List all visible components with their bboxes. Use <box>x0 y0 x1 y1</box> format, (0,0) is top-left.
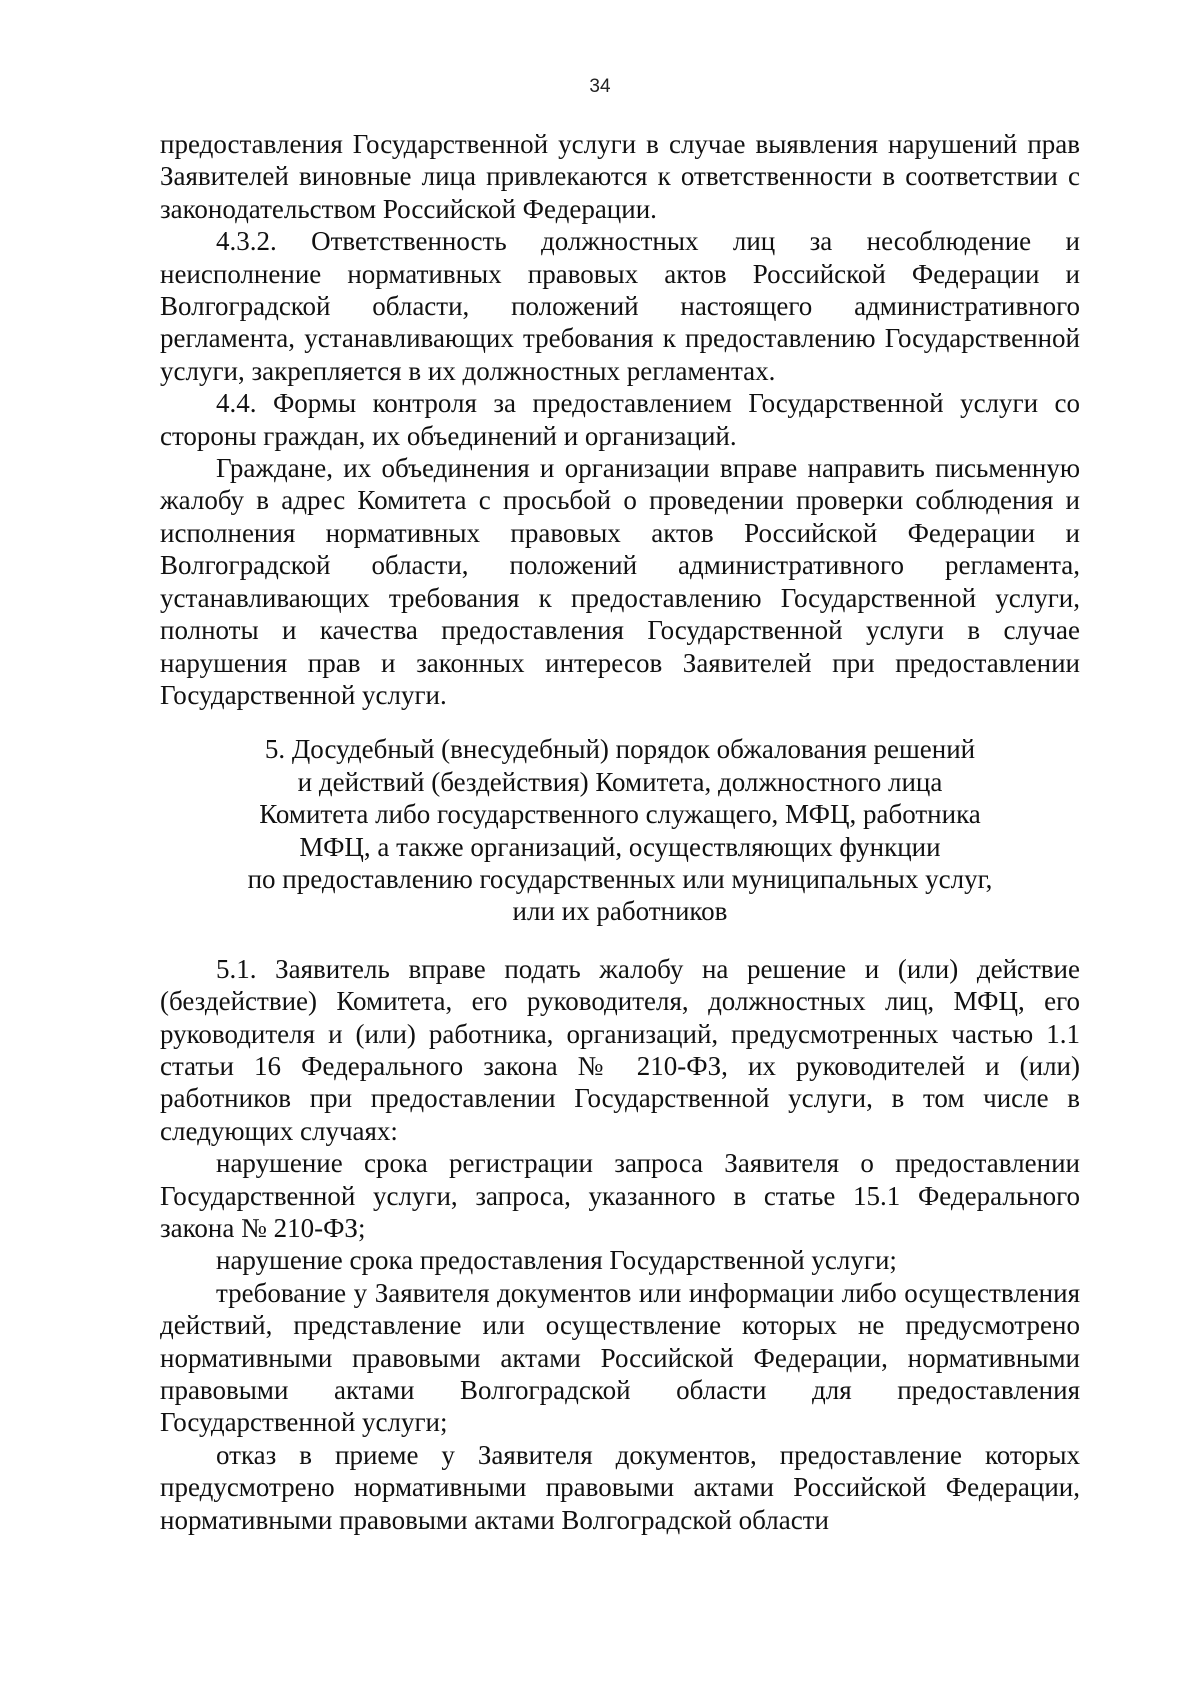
heading-line: и действий (бездействия) Комитета, должностного лица <box>297 766 943 797</box>
paragraph-4-4-citizens: Граждане, их объединения и организации вправе направить письменную жалобу в адрес Комитета с просьбой о проведении проверки соблюдения и исполнения нормативных правовых актов Российской Федерации и Волгоградской области, положений административного регламента, устанавливающих требования к предоставлению Государственной услуги, полноты и качества предоставления Государственной услуги в случае нарушения прав и законных интересов Заявителей при предоставлении Государственной услуги. <box>160 453 1080 710</box>
paragraph-5-1: 5.1. Заявитель вправе подать жалобу на решение и (или) действие (бездействие) Комитета, его руководителя, должностных лиц, МФЦ, его руководителя и (или) работника, организаций, предусмотренных частью 1.1 статьи 16 Федерального закона № 210-ФЗ, их руководителей и (или) работников при предоставлении Государственной услуги, в том числе в следующих случаях: <box>160 953 1080 1146</box>
paragraph-4-4: 4.4. Формы контроля за предоставлением Государственной услуги со стороны граждан, их объединений и организаций. <box>160 388 1080 451</box>
paragraph-4-3-2: 4.3.2. Ответственность должностных лиц за несоблюдение и неисполнение нормативных правовых актов Российской Федерации и Волгоградской области, положений настоящего административного регламента, устанавливающих требования к предоставлению Государственной услуги, закрепляется в их должностных регламентах. <box>160 226 1080 386</box>
document-body <box>160 128 1080 1536</box>
heading-line: МФЦ, а также организаций, осуществляющих функции <box>299 831 941 862</box>
page-number: 34 <box>589 76 611 97</box>
heading-line: 5. Досудебный (внесудебный) порядок обжалования решений <box>264 734 976 765</box>
heading-line: по предоставлению государственных или муниципальных услуг, <box>247 863 993 894</box>
heading-line: Комитета либо государственного служащего, МФЦ, работника <box>259 799 981 830</box>
list-item-case: отказ в приеме у Заявителя документов, предоставление которых предусмотрено нормативными правовыми актами Российской Федерации, нормативными правовыми актами Волгоградской области <box>160 1439 1080 1535</box>
list-item-case: нарушение срока предоставления Государственной услуги; <box>216 1245 897 1276</box>
paragraph-continuation: предоставления Государственной услуги в случае выявления нарушений прав Заявителей виновные лица привлекаются к ответственности в соответствии с законодательством Российской Федерации. <box>160 129 1080 224</box>
list-item-case: требование у Заявителя документов или информации либо осуществления действий, представление или осуществление которых не предусмотрено нормативными правовыми актами Российской Федерации, нормативными правовыми актами Волгоградской области для предоставления Государственной услуги; <box>160 1277 1080 1438</box>
section-5-heading <box>160 733 1080 927</box>
list-item-case: нарушение срока регистрации запроса Заявителя о предоставлении Государственной услуги, запроса, указанного в статье 15.1 Федерального закона № 210-ФЗ; <box>160 1148 1080 1243</box>
heading-line: или их работников <box>512 896 728 927</box>
